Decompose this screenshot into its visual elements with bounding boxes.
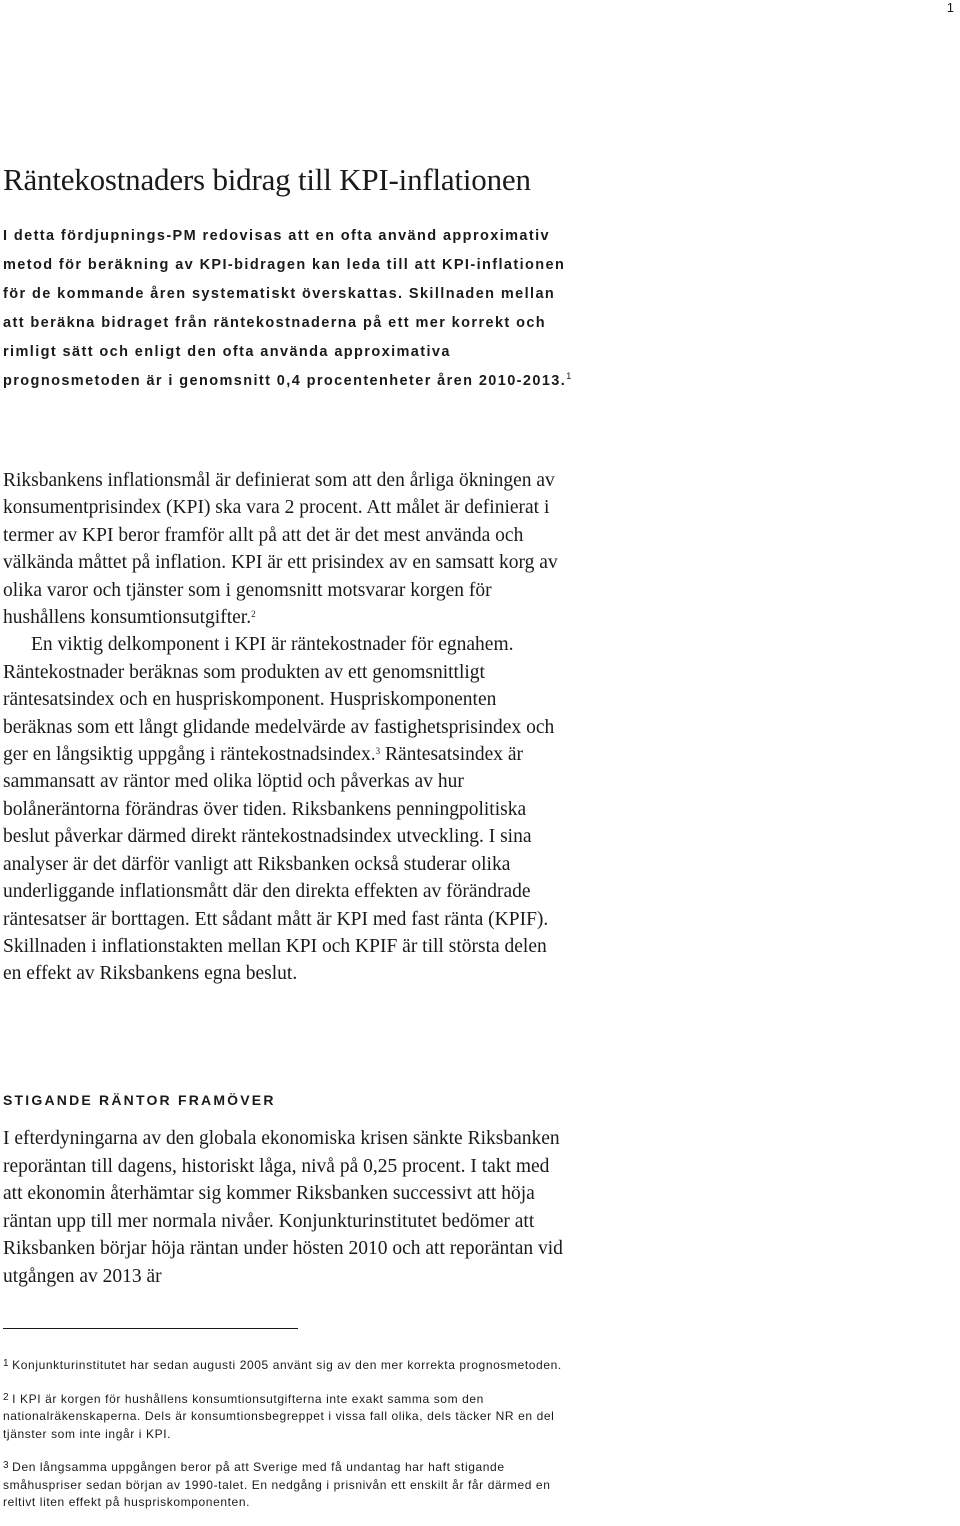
footnote-text: Den långsamma uppgången beror på att Sverige med få undantag har haft stigande småhuspriser sedan början av 1990-talet. En nedgång i prisnivån ett enskilt år får därmed en reltivt liten effekt på huspriskomponenten. [3,1460,551,1509]
footnote-number: 1 [3,1358,10,1369]
section-body [3,1125,568,1291]
body-text [3,467,565,988]
footnote-ref-2[interactable]: 2 [251,609,256,620]
body-paragraph-2-text-b: Räntesatsindex är sammansatt av räntor med olika löptid och påverkas av hur bolåneräntorna förändras över tiden. Riksbankens penningpolitiska beslut påverkar därmed direkt räntekostnadsindex utveckling. I sina analyser är det därför vanligt att Riksbanken också studerar olika underliggande inflationsmått där den direkta effekten av förändrade räntesatser är borttagen. Ett sådant mått är KPI med fast ränta (KPIF). Skillnaden i inflationstakten mellan KPI och KPIF är till största delen en effekt av Riksbankens egna beslut. [3,744,549,985]
body-paragraph-2-text-a: En viktig delkomponent i KPI är räntekostnader för egnahem. Räntekostnader beräknas som produkten av ett genomsnittligt räntesatsindex och en huspriskomponent. Huspriskomponenten beräknas som ett långt glidande medelvärde av fastighetsprisindex och ger en långsiktig uppgång i räntekostnadsindex. [3,634,555,766]
footnote-number: 2 [3,1391,10,1403]
page-number: 1 [946,0,954,15]
footnote-divider [3,1328,298,1329]
lead-paragraph [3,222,575,396]
section-paragraph-1: I efterdyningarna av den globala ekonomiska krisen sänkte Riksbanken reporäntan till dagens, historiskt låga, nivå på 0,25 procent. I takt med att ekonomin återhämtar sig kommer Riksbanken successivt att höja räntan upp till mer normala nivåer. Konjunkturinstitutet bedömer att Riksbanken börjar höja räntan under hösten 2010 och att reporäntan vid utgången av 2013 är [3,1128,563,1287]
footnote-ref-3[interactable]: 3 [375,746,381,757]
page-title: Räntekostnaders bidrag till KPI-inflationen [3,162,531,197]
body-paragraph-1 [3,467,565,631]
body-paragraph-1-text: Riksbankens inflationsmål är definierat som att den årliga ökningen av konsumentprisindex (KPI) ska vara 2 procent. Att målet är definierat i termer av KPI beror framför allt på att det är det mest använda och välkända måttet på inflation. KPI är ett prisindex av en samsatt korg av olika varor och tjänster som i genomsnitt motsvarar korgen för hushållens konsumtionsutgifter. [3,470,558,629]
footnote-3 [3,1457,563,1512]
footnote-2 [3,1389,563,1444]
lead-text: I detta fördjupnings-PM redovisas att en ofta använd approximativ metod för beräkning av KPI-bidragen kan leda till att KPI-inflationen för de kommande åren systematiskt överskattas. Skillnaden mellan att beräkna bidraget från räntekostnaderna på ett mer korrekt och rimligt sätt och enligt den ofta använda approximativa prognosmetoden är i genomsnitt 0,4 procentenheter åren 2010-2013. [3,228,567,389]
footnote-number: 3 [3,1460,10,1471]
footnote-text: Konjunkturinstitutet har sedan augusti 2005 använt sig av den mer korrekta prognosmetoden. [12,1358,562,1372]
footnote-1 [3,1355,563,1375]
footnote-text: I KPI är korgen för hushållens konsumtionsutgifterna inte exakt samma som den nationalräkenskaperna. Dels är konsumtionsbegreppet i vissa fall olika, dels täcker NR en del tjänster som inte ingår i KPI. [3,1391,555,1441]
body-paragraph-2 [3,631,565,987]
section-heading: STIGANDE RÄNTOR FRAMÖVER [3,1092,276,1108]
footnotes [3,1355,563,1526]
footnote-ref-1[interactable]: 1 [566,371,573,381]
